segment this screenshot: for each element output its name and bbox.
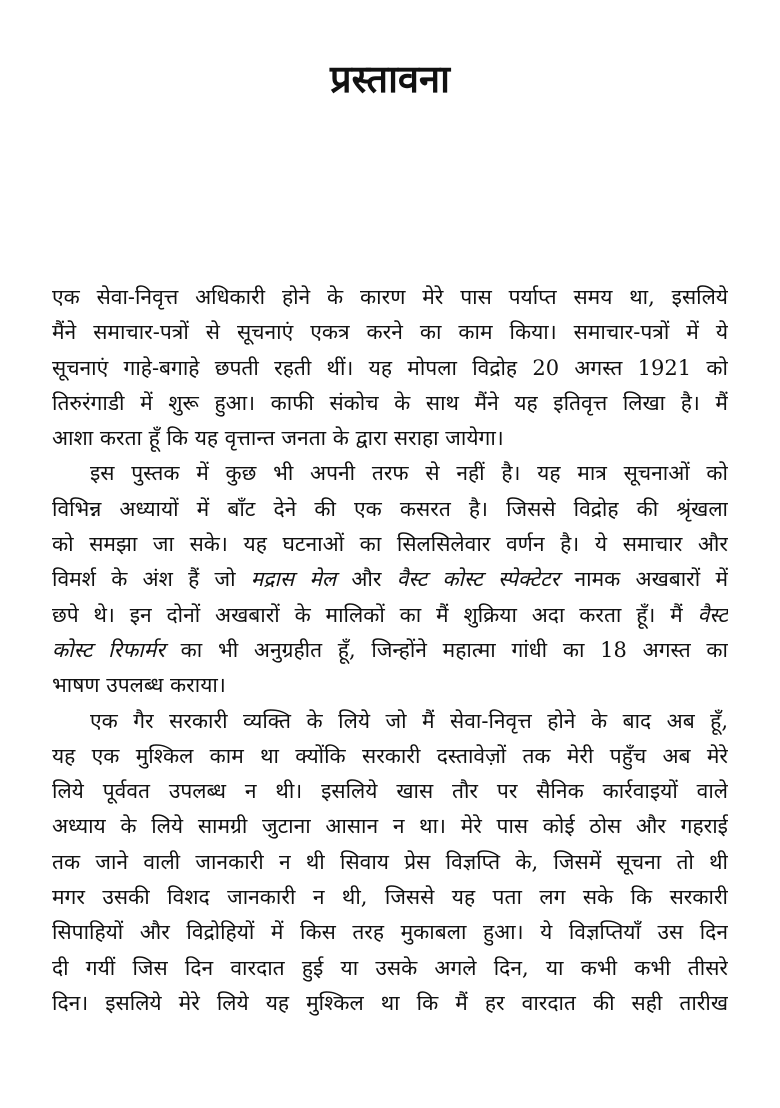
text-segment: विभिन्न अध्यायों में बाँट देने की एक कसरत है। जिससे विद्रोह की श्रृंखला: [52, 496, 728, 521]
text-line: [52, 456, 728, 491]
text-segment: मगर उसकी विशद जानकारी न थी, जिससे यह पता लग सके कि सरकारी: [52, 885, 728, 910]
text-line: [52, 598, 728, 633]
text-segment: आशा करता हूँ कि यह वृत्तान्त जनता के द्वारा सराहा जायेगा।: [52, 426, 504, 451]
document-body: [52, 280, 728, 1021]
text-line: [52, 704, 728, 739]
text-line: [52, 668, 728, 703]
page-title: प्रस्तावना: [330, 56, 450, 101]
text-line: [52, 315, 728, 350]
text-line: [52, 351, 728, 386]
text-line: [52, 845, 728, 880]
italic-text: मद्रास मेल: [250, 567, 337, 592]
text-line: [52, 527, 728, 562]
text-segment: सिपाहियों और विद्रोहियों में किस तरह मुकाबला हुआ। ये विज्ञप्तियाँ उस दिन: [52, 920, 728, 945]
text-segment: तिरुरंगाडी में शुरू हुआ। काफी संकोच के साथ मैंने यह इतिवृत्त लिखा है। मैं: [52, 390, 728, 415]
paragraph: [52, 280, 728, 456]
text-line: [52, 915, 728, 950]
text-line: [52, 809, 728, 844]
text-line: [52, 739, 728, 774]
italic-text: वैस्ट: [697, 602, 728, 627]
text-segment: दी गयीं जिस दिन वारदात हुई या उसके अगले दिन, या कभी कभी तीसरे: [52, 955, 728, 980]
paragraph: [52, 456, 728, 703]
text-segment: लिये पूर्ववत उपलब्ध न थी। इसलिये खास तौर पर सैनिक कार्रवाइयों वाले: [52, 779, 728, 804]
text-segment: भाषण उपलब्ध कराया।: [52, 673, 226, 698]
text-segment: विमर्श के अंश हैं जो: [52, 567, 251, 592]
text-segment: और: [336, 567, 397, 592]
text-line: [52, 633, 728, 668]
text-line: [52, 562, 728, 597]
text-segment: का भी अनुग्रहीत हूँ, जिन्होंने महात्मा गांधी का 18 अगस्त का: [164, 637, 728, 662]
text-segment: अध्याय के लिये सामग्री जुटाना आसान न था। मेरे पास कोई ठोस और गहराई: [52, 814, 728, 839]
text-line: [52, 421, 728, 456]
text-segment: सूचनाएं गाहे-बगाहे छपती रहती थीं। यह मोपला विद्रोह 20 अगस्त 1921 को: [52, 355, 728, 380]
text-line: [52, 280, 728, 315]
text-line: [52, 880, 728, 915]
italic-text: वैस्ट कोस्ट स्पेक्टेटर: [396, 567, 560, 592]
text-segment: इस पुस्तक में कुछ भी अपनी तरफ से नहीं है। यह मात्र सूचनाओं को: [90, 461, 728, 486]
text-segment: को समझा जा सके। यह घटनाओं का सिलसिलेवार वर्णन है। ये समाचार और: [52, 532, 728, 557]
text-segment: यह एक मुश्किल काम था क्योंकि सरकारी दस्तावेज़ों तक मेरी पहुँच अब मेरे: [52, 743, 728, 768]
text-line: [52, 386, 728, 421]
text-segment: एक सेवा-निवृत्त अधिकारी होने के कारण मेरे पास पर्याप्त समय था, इसलिये: [52, 285, 728, 309]
text-segment: दिन। इसलिये मेरे लिये यह मुश्किल था कि मैं हर वारदात की सही तारीख: [52, 990, 728, 1015]
text-line: [52, 951, 728, 986]
italic-text: कोस्ट रिफार्मर: [52, 637, 165, 662]
paragraph: [52, 704, 728, 1022]
text-line: [52, 774, 728, 809]
text-line: [52, 986, 728, 1021]
text-segment: एक गैर सरकारी व्यक्ति के लिये जो मैं सेवा-निवृत्त होने के बाद अब हूँ,: [90, 708, 728, 733]
text-segment: तक जाने वाली जानकारी न थी सिवाय प्रेस विज्ञप्ति के, जिसमें सूचना तो थी: [52, 849, 728, 874]
text-segment: छपे थे। इन दोनों अखबारों के मालिकों का मैं शुक्रिया अदा करता हूँ। मैं: [52, 602, 698, 627]
text-line: [52, 492, 728, 527]
text-segment: मैंने समाचार-पत्रों से सूचनाएं एकत्र करने का काम किया। समाचार-पत्रों में ये: [52, 320, 728, 345]
text-segment: नामक अखबारों में: [559, 567, 728, 592]
